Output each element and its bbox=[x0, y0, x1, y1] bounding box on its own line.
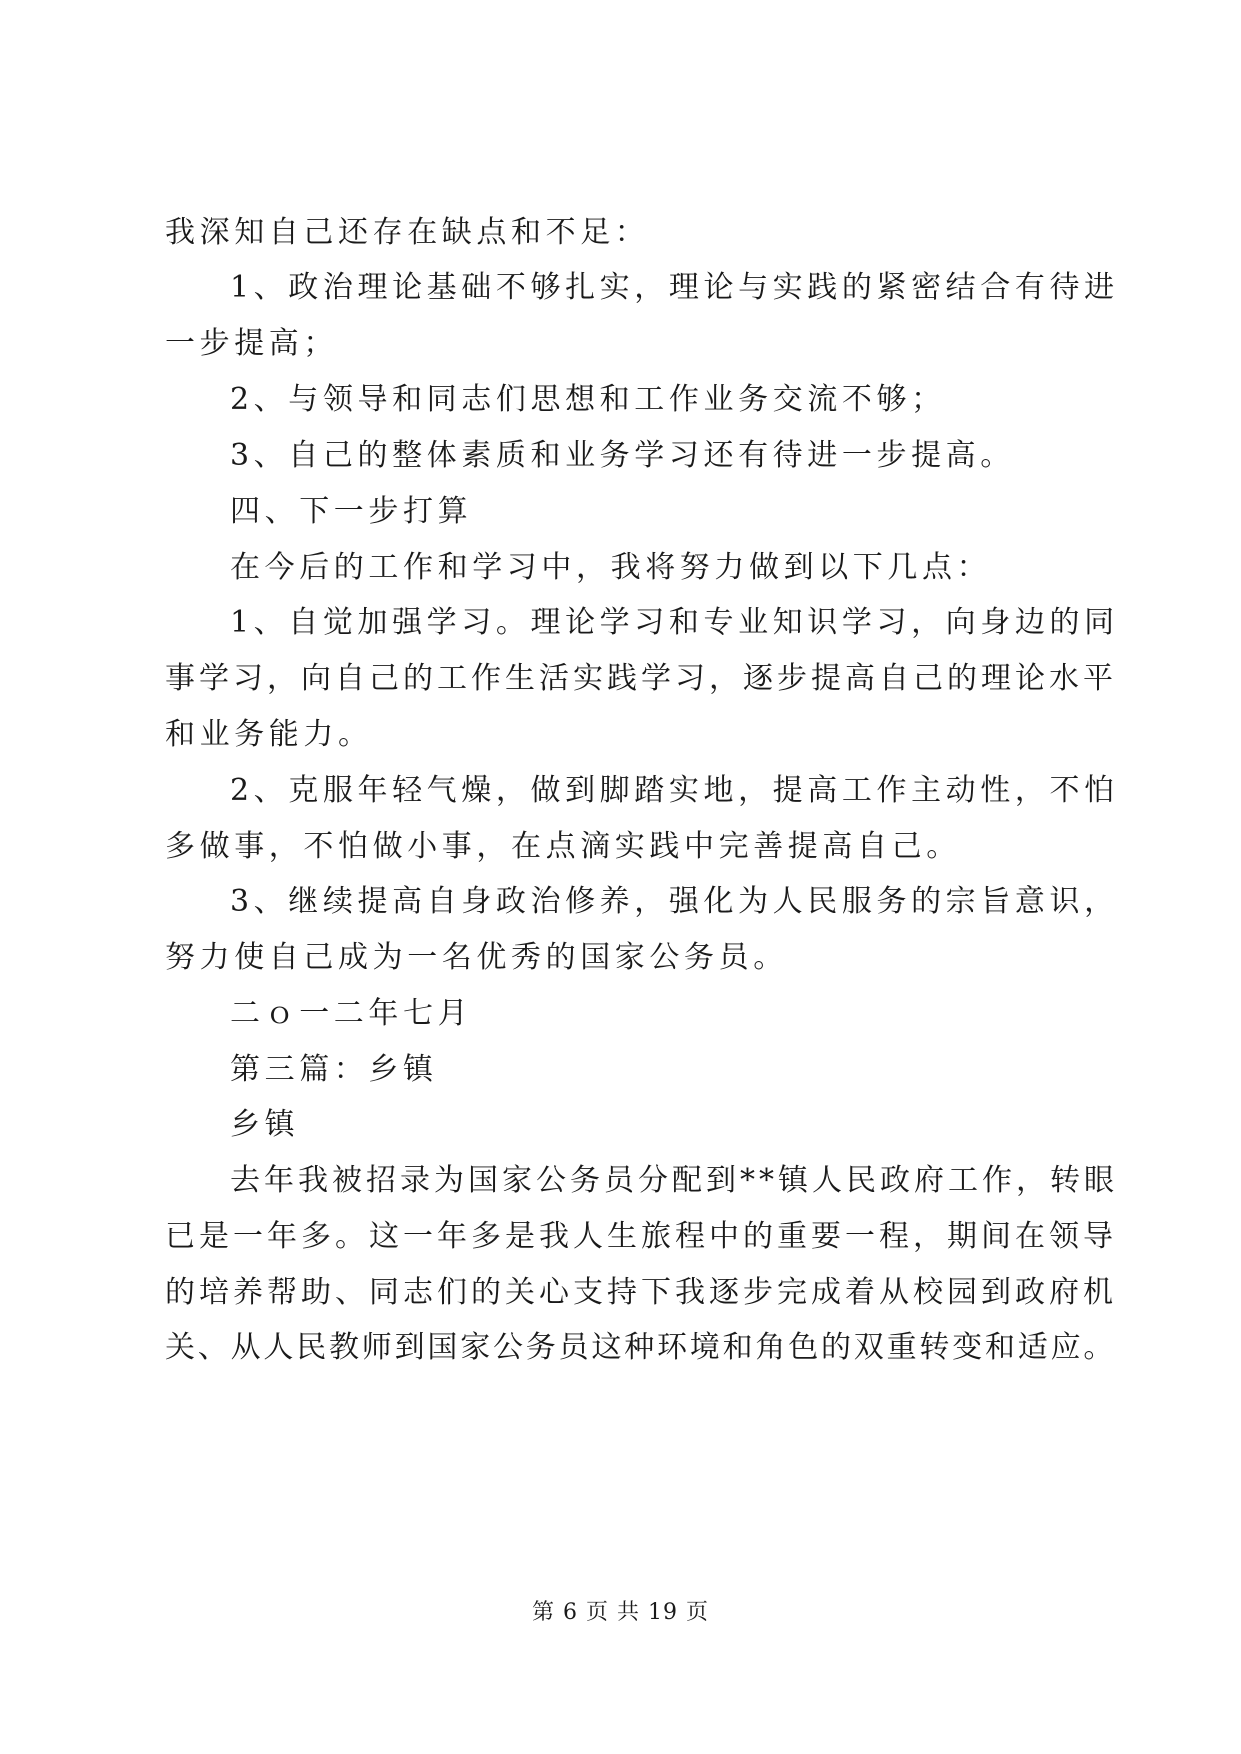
paragraph-line: 多做事，不怕做小事，在点滴实践中完善提高自己。 bbox=[165, 829, 961, 864]
section-heading: 第三篇：乡镇 bbox=[230, 1052, 438, 1087]
paragraph-line: 和业务能力。 bbox=[165, 717, 373, 752]
paragraph-line: 1、自觉加强学习。理论学习和专业知识学习，向身边的同 bbox=[230, 605, 1119, 640]
paragraph-line: 的培养帮助、同志们的关心支持下我逐步完成着从校园到政府机 bbox=[165, 1275, 1117, 1310]
paragraph-line: 2、与领导和同志们思想和工作业务交流不够； bbox=[230, 382, 946, 417]
date-line: 二ｏ一二年七月 bbox=[230, 996, 473, 1031]
paragraph-line: 在今后的工作和学习中，我将努力做到以下几点： bbox=[230, 550, 992, 585]
paragraph-line: 2、克服年轻气燥，做到脚踏实地，提高工作主动性，不怕 bbox=[230, 773, 1119, 808]
paragraph-line: 去年我被招录为国家公务员分配到**镇人民政府工作，转眼 bbox=[230, 1163, 1118, 1198]
paragraph-line: 事学习，向自己的工作生活实践学习，逐步提高自己的理论水平 bbox=[165, 661, 1117, 696]
paragraph-line: 我深知自己还存在缺点和不足： bbox=[165, 215, 650, 250]
section-heading: 四、下一步打算 bbox=[230, 494, 473, 529]
paragraph-line: 一步提高； bbox=[165, 326, 338, 361]
paragraph-line: 3、自己的整体素质和业务学习还有待进一步提高。 bbox=[230, 438, 1015, 473]
paragraph-line: 关、从人民教师到国家公务员这种环境和角色的双重转变和适应。 bbox=[165, 1330, 1117, 1365]
page-number-footer: 第 6 页 共 19 页 bbox=[532, 1600, 709, 1625]
section-title: 乡镇 bbox=[230, 1107, 300, 1142]
paragraph-line: 1、政治理论基础不够扎实，理论与实践的紧密结合有待进 bbox=[230, 270, 1119, 305]
paragraph-line: 3、继续提高自身政治修养，强化为人民服务的宗旨意识， bbox=[230, 884, 1119, 919]
paragraph-line: 已是一年多。这一年多是我人生旅程中的重要一程，期间在领导 bbox=[165, 1219, 1117, 1254]
paragraph-line: 努力使自己成为一名优秀的国家公务员。 bbox=[165, 940, 788, 975]
